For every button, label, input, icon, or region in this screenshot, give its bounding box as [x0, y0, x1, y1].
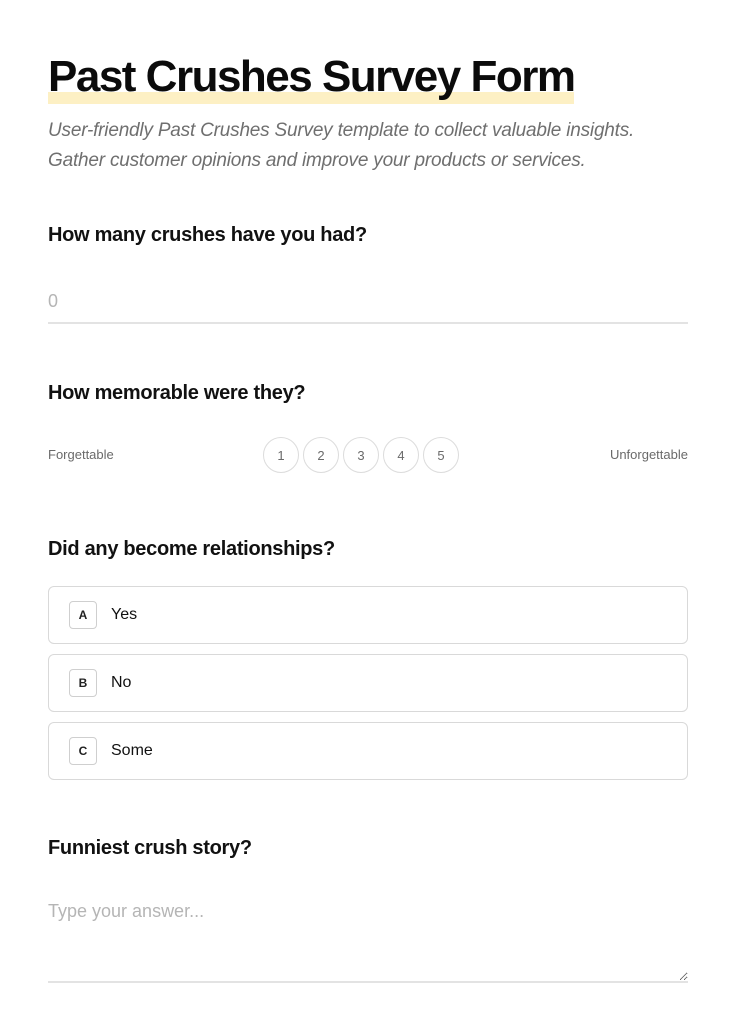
choice-no[interactable] — [48, 654, 688, 712]
choice-label: No — [111, 674, 132, 691]
question-memorable: How memorable were they? — [48, 382, 306, 404]
rating-option-3[interactable]: 3 — [343, 437, 379, 473]
choice-label: Some — [111, 742, 153, 759]
choice-yes[interactable] — [48, 586, 688, 644]
form-header — [48, 52, 574, 104]
funniest-story-textarea[interactable] — [48, 893, 688, 983]
choice-key-badge: C — [69, 737, 97, 765]
question-funniest-story: Funniest crush story? — [48, 837, 252, 859]
choice-key-badge: A — [69, 601, 97, 629]
rating-option-4[interactable]: 4 — [383, 437, 419, 473]
question-relationships: Did any become relationships? — [48, 538, 335, 560]
rating-option-1[interactable]: 1 — [263, 437, 299, 473]
scale-max-label: Unforgettable — [609, 447, 688, 462]
choice-some[interactable] — [48, 722, 688, 780]
choice-key-badge: B — [69, 669, 97, 697]
rating-scale — [263, 437, 459, 473]
rating-option-2[interactable]: 2 — [303, 437, 339, 473]
choice-label: Yes — [111, 606, 138, 623]
scale-min-label: Forgettable — [48, 447, 114, 462]
rating-option-5[interactable]: 5 — [423, 437, 459, 473]
form-title: Past Crushes Survey Form — [48, 52, 574, 104]
question-crush-count: How many crushes have you had? — [48, 224, 367, 246]
crush-count-input[interactable] — [48, 280, 688, 324]
form-subtitle: User-friendly Past Crushes Survey template to collect valuable insights. Gather customer opinions and improve your products or services. — [48, 120, 635, 171]
